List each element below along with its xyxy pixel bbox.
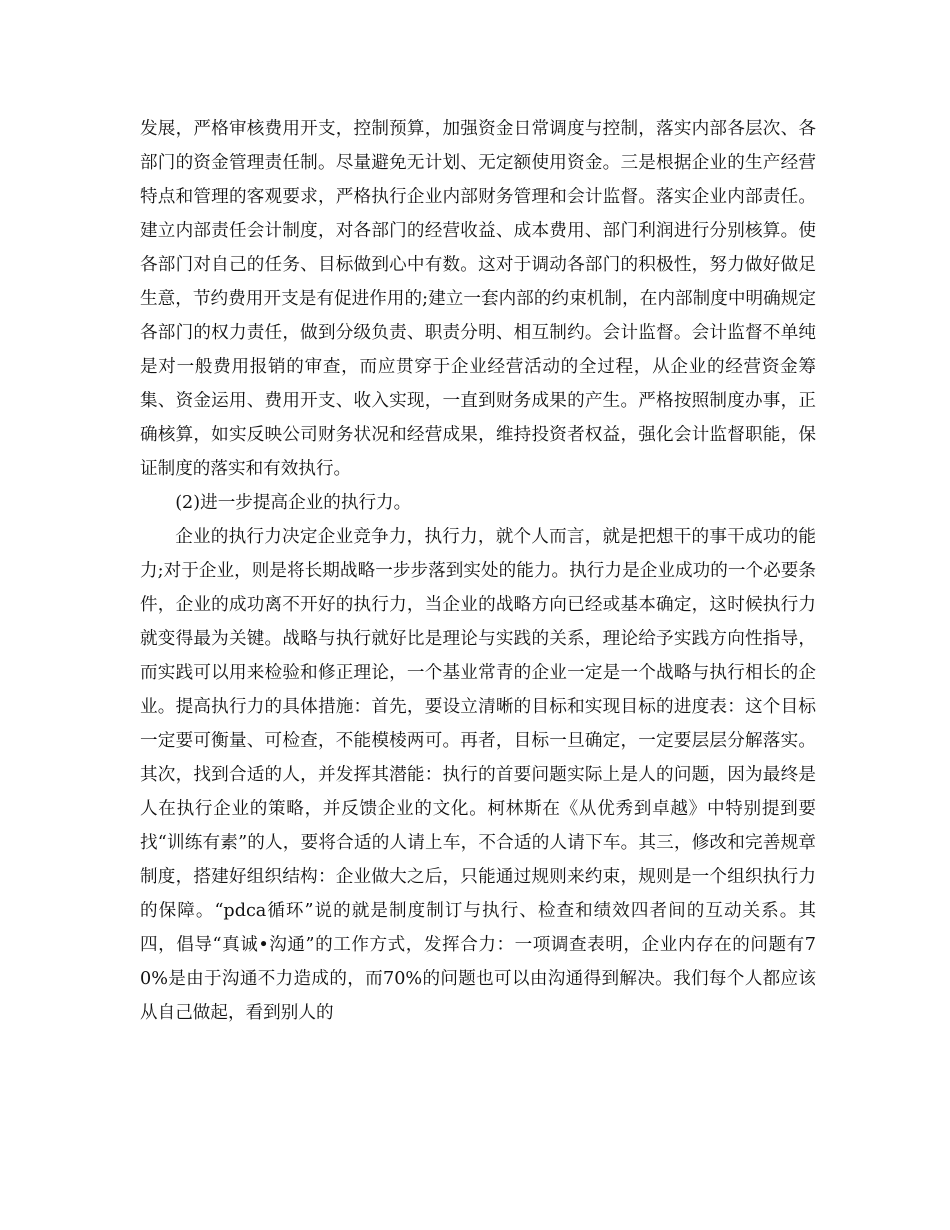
document-body	[140, 112, 816, 1030]
paragraph-execution: 企业的执行力决定企业竞争力，执行力，就个人而言，就是把想干的事干成功的能力;对于企业，则是将长期战略一步步落到实处的能力。执行力是企业成功的一个必要条件，企业的成功离不开好的执行力，当企业的战略方向已经或基本确定，这时候执行力就变得最为关键。战略与执行就好比是理论与实践的关系，理论给予实践方向性指导，而实践可以用来检验和修正理论，一个基业常青的企业一定是一个战略与执行相长的企业。提高执行力的具体措施：首先，要设立清晰的目标和实现目标的进度表：这个目标一定要可衡量、可检查，不能模棱两可。再者，目标一旦确定，一定要层层分解落实。其次，找到合适的人，并发挥其潜能：执行的首要问题实际上是人的问题，因为最终是人在执行企业的策略，并反馈企业的文化。柯林斯在《从优秀到卓越》中特别提到要找“训练有素”的人，要将合适的人请上车，不合适的人请下车。其三，修改和完善规章制度，搭建好组织结构：企业做大之后，只能通过规则来约束，规则是一个组织执行力的保障。“pdca循环”说的就是制度制订与执行、检查和绩效四者间的互动关系。其四，倡导“真诚•沟通”的工作方式，发挥合力：一项调查表明，企业内存在的问题有70%是由于沟通不力造成的，而70%的问题也可以由沟通得到解决。我们每个人都应该从自己做起，看到别人的	[140, 527, 816, 1023]
paragraph-financial-management: 发展，严格审核费用开支，控制预算，加强资金日常调度与控制，落实内部各层次、各部门的资金管理责任制。尽量避免无计划、无定额使用资金。三是根据企业的生产经营特点和管理的客观要求，严格执行企业内部财务管理和会计监督。落实企业内部责任。建立内部责任会计制度，对各部门的经营收益、成本费用、部门利润进行分别核算。使各部门对自己的任务、目标做到心中有数。这对于调动各部门的积极性，努力做好做足生意，节约费用开支是有促进作用的;建立一套内部的约束机制，在内部制度中明确规定各部门的权力责任，做到分级负责、职责分明、相互制约。会计监督。会计监督不单纯是对一般费用报销的审查，而应贯穿于企业经营活动的全过程，从企业的经营资金筹集、资金运用、费用开支、收入实现，一直到财务成果的产生。严格按照制度办事，正确核算，如实反映公司财务状况和经营成果，维持投资者权益，强化会计监督职能，保证制度的落实和有效执行。	[140, 119, 816, 479]
section-heading-execution: (2)进一步提高企业的执行力。	[175, 493, 412, 513]
